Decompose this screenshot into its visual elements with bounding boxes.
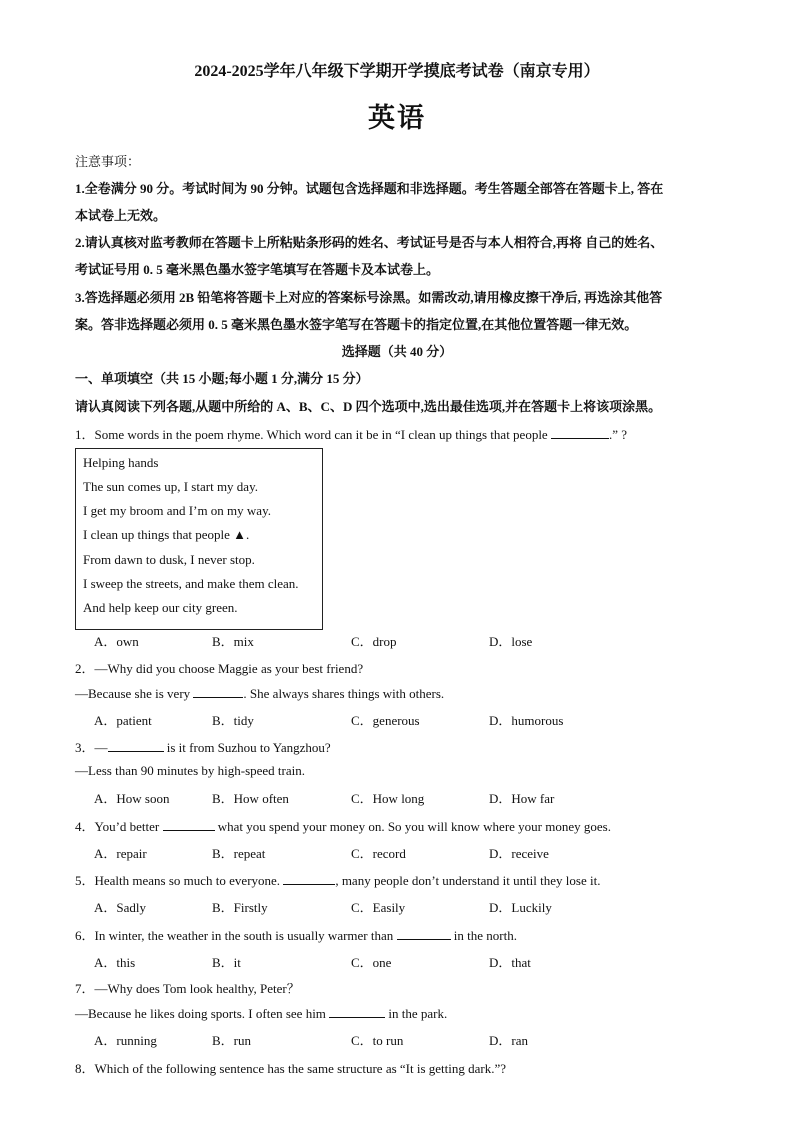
answer-blank	[163, 818, 215, 831]
notice-line: 1.全卷满分 90 分。考试时间为 90 分钟。试题包含选择题和非选择题。考生答题全部答在答题卡上, 答在	[75, 181, 664, 196]
question-text: what you spend your money on. So you will know where your money goes.	[217, 819, 611, 834]
question-text: —Because he likes doing sports. I often see him	[75, 1006, 326, 1021]
question-stem-tail: .” ?	[608, 427, 628, 442]
option-b: B．repeat	[212, 846, 266, 861]
question-stem-text: 1．Some words in the poem rhyme. Which word can it be in “I clean up things that people	[75, 427, 548, 442]
question-text: —Because she is very	[75, 686, 191, 701]
option-d: D．lose	[489, 634, 533, 649]
question-3-line2: —Less than 90 minutes by high-speed train.	[75, 763, 305, 778]
notice-line: 考试证号用 0. 5 毫米黑色墨水签字笔填写在答题卡及本试卷上。	[75, 262, 440, 277]
question-1-stem	[75, 424, 627, 443]
question-8-stem: 8．Which of the following sentence has the same structure as “It is getting dark.”?	[75, 1061, 507, 1076]
poem-line: I sweep the streets, and make them clean.	[83, 576, 299, 591]
question-text: in the north.	[453, 928, 517, 943]
answer-blank	[329, 1005, 385, 1018]
option-d: D．Luckily	[489, 900, 552, 915]
notice-line: 2.请认真核对监考教师在答题卡上所粘贴条形码的姓名、考试证号是否与本人相符合,再将 自己的姓名、	[75, 235, 664, 250]
notice-heading: 注意事项：	[75, 154, 141, 169]
option-d: D．ran	[489, 1033, 528, 1048]
question-5-stem	[75, 870, 600, 889]
poem-line: From dawn to dusk, I never stop.	[83, 552, 255, 567]
option-a: A．How soon	[94, 791, 170, 806]
part-title: 一、单项填空（共 15 小题;每小题 1 分,满分 15 分）	[75, 371, 369, 386]
question-2-stem: 2．—Why did you choose Maggie as your best friend?	[75, 661, 364, 676]
option-b: B．it	[212, 955, 241, 970]
option-a: A．running	[94, 1033, 157, 1048]
question-7-line2	[75, 1005, 447, 1022]
exam-title: 2024-2025学年八年级下学期开学摸底考试卷（南京专用）	[194, 63, 600, 80]
question-7-stem: 7．—Why does Tom look healthy, Peter？	[75, 981, 300, 996]
option-a: A．Sadly	[94, 900, 147, 915]
option-a: A．repair	[94, 846, 147, 861]
notice-line: 本试卷上无效。	[75, 208, 167, 223]
question-text: 3．—	[75, 740, 108, 755]
option-d: D．humorous	[489, 713, 564, 728]
poem-line: I get my broom and I’m on my way.	[83, 503, 271, 518]
section-title: 选择题（共 40 分）	[341, 344, 453, 359]
option-c: C．Easily	[351, 900, 406, 915]
question-text: . She always shares things with others.	[243, 686, 445, 701]
poem-line: The sun comes up, I start my day.	[83, 479, 258, 494]
question-3-stem	[75, 737, 331, 756]
option-b: B．mix	[212, 634, 254, 649]
poem-box	[75, 448, 323, 630]
question-text: 6．In winter, the weather in the south is usually warmer than	[75, 928, 394, 943]
subject-title: 英语	[368, 103, 426, 133]
answer-blank	[397, 927, 451, 940]
part-instruction: 请认真阅读下列各题,从题中所给的 A、B、C、D 四个选项中,选出最佳选项,并在答题卡上将该项涂黑。	[75, 399, 662, 414]
option-b: B．Firstly	[212, 900, 268, 915]
option-a: A．own	[94, 634, 139, 649]
option-b: B．How often	[212, 791, 289, 806]
option-c: C．drop	[351, 634, 397, 649]
option-d: D．that	[489, 955, 531, 970]
option-d: D．receive	[489, 846, 549, 861]
question-4-stem	[75, 816, 611, 835]
poem-line: I clean up things that people ▲.	[83, 527, 250, 542]
answer-blank	[108, 739, 164, 752]
question-text: , many people don’t understand it until they lose it.	[335, 873, 601, 888]
answer-blank	[283, 872, 335, 885]
option-c: C．record	[351, 846, 406, 861]
option-b: B．tidy	[212, 713, 254, 728]
option-c: C．How long	[351, 791, 425, 806]
option-c: C．one	[351, 955, 392, 970]
option-c: C．to run	[351, 1033, 404, 1048]
question-6-stem	[75, 925, 517, 944]
answer-blank	[193, 685, 243, 698]
option-c: C．generous	[351, 713, 420, 728]
question-text: in the park.	[388, 1006, 448, 1021]
question-text: 5．Health means so much to everyone.	[75, 873, 281, 888]
answer-blank	[551, 426, 609, 439]
question-text: 4．You’d better	[75, 819, 160, 834]
question-text: is it from Suzhou to Yangzhou?	[166, 740, 331, 755]
option-a: A．patient	[94, 713, 152, 728]
poem-line: And help keep our city green.	[83, 600, 238, 615]
notice-line: 案。答非选择题必须用 0. 5 毫米黑色墨水签字笔写在答题卡的指定位置,在其他位置答题一律无效。	[75, 317, 638, 332]
question-2-line2	[75, 685, 444, 702]
poem-title: Helping hands	[83, 455, 159, 470]
option-b: B．run	[212, 1033, 252, 1048]
option-d: D．How far	[489, 791, 555, 806]
notice-line: 3.答选择题必须用 2B 铅笔将答题卡上对应的答案标号涂黑。如需改动,请用橡皮擦干净后, 再选涂其他答	[75, 290, 663, 305]
option-a: A．this	[94, 955, 136, 970]
